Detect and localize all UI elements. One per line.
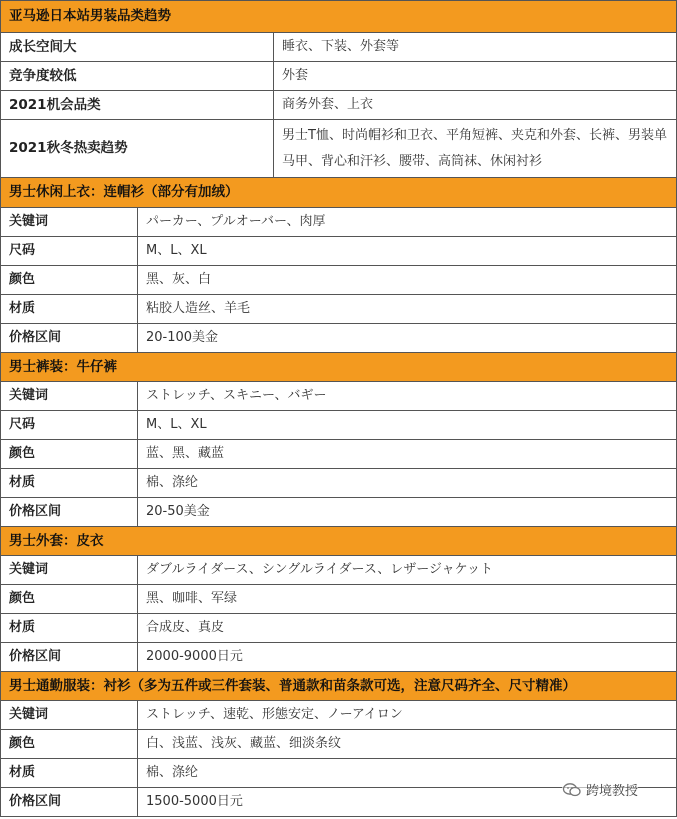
table-row	[1, 324, 677, 353]
table-row	[1, 498, 677, 527]
row-value: 粘胶人造丝、羊毛	[138, 295, 677, 324]
row-key: 颜色	[1, 585, 138, 614]
row-key: 材质	[1, 295, 138, 324]
overview-title: 亚马逊日本站男装品类趋势	[1, 1, 677, 33]
row-value: 合成皮、真皮	[138, 614, 677, 643]
table-row	[1, 730, 677, 759]
row-value: 男士T恤、时尚帽衫和卫衣、平角短裤、夹克和外套、长裤、男装单马甲、背心和汗衫、腰带、高筒袜、休闲衬衫	[274, 120, 677, 178]
row-key: 价格区间	[1, 643, 138, 672]
table-row	[1, 91, 677, 120]
watermark	[562, 780, 638, 799]
table-row	[1, 701, 677, 730]
row-value: 20-100美金	[138, 324, 677, 353]
row-key: 关键词	[1, 701, 138, 730]
section-header	[1, 353, 677, 382]
row-value: 商务外套、上衣	[274, 91, 677, 120]
overview-header	[1, 1, 677, 33]
row-value: ダブルライダース、シングルライダース、レザージャケット	[138, 556, 677, 585]
table-row	[1, 295, 677, 324]
row-key: 价格区间	[1, 498, 138, 527]
row-key: 竞争度较低	[1, 62, 274, 91]
row-value: M、L、XL	[138, 411, 677, 440]
row-key: 颜色	[1, 266, 138, 295]
overview-table	[0, 0, 677, 178]
section-header	[1, 178, 677, 208]
section-header	[1, 527, 677, 556]
row-key: 颜色	[1, 730, 138, 759]
row-value: 20-50美金	[138, 498, 677, 527]
category-table	[0, 177, 677, 817]
table-row	[1, 643, 677, 672]
table-row	[1, 120, 677, 178]
table-row	[1, 469, 677, 498]
section-title: 男士外套：皮衣	[1, 527, 677, 556]
row-key: 价格区间	[1, 324, 138, 353]
row-value: ストレッチ、速乾、形態安定、ノーアイロン	[138, 701, 677, 730]
row-value: 白、浅蓝、浅灰、藏蓝、细淡条纹	[138, 730, 677, 759]
row-key: 尺码	[1, 237, 138, 266]
row-value: 外套	[274, 62, 677, 91]
row-key: 尺码	[1, 411, 138, 440]
table-row	[1, 440, 677, 469]
row-value: M、L、XL	[138, 237, 677, 266]
section-title: 男士通勤服装：衬衫（多为五件或三件套装、普通款和苗条款可选，注意尺码齐全、尺寸精准）	[1, 672, 677, 701]
table-row	[1, 614, 677, 643]
row-value: 1500-5000日元	[138, 788, 677, 817]
row-key: 关键词	[1, 382, 138, 411]
row-value: 蓝、黑、藏蓝	[138, 440, 677, 469]
table-row	[1, 208, 677, 237]
table-row	[1, 382, 677, 411]
row-key: 材质	[1, 759, 138, 788]
section-title: 男士休闲上衣：连帽衫（部分有加绒）	[1, 178, 677, 208]
table-row	[1, 266, 677, 295]
table-row	[1, 237, 677, 266]
section-title: 男士裤装：牛仔裤	[1, 353, 677, 382]
row-key: 关键词	[1, 556, 138, 585]
row-key: 价格区间	[1, 788, 138, 817]
table-row	[1, 411, 677, 440]
row-value: ストレッチ、スキニー、バギー	[138, 382, 677, 411]
row-value: パーカー、プルオーバー、肉厚	[138, 208, 677, 237]
row-value: 棉、涤纶	[138, 759, 677, 788]
row-key: 成长空间大	[1, 33, 274, 62]
row-value: 棉、涤纶	[138, 469, 677, 498]
table-row	[1, 585, 677, 614]
table-row	[1, 62, 677, 91]
row-key: 材质	[1, 469, 138, 498]
table-row	[1, 556, 677, 585]
row-value: 2000-9000日元	[138, 643, 677, 672]
table-row	[1, 33, 677, 62]
row-value: 睡衣、下装、外套等	[274, 33, 677, 62]
row-value: 黑、灰、白	[138, 266, 677, 295]
row-value: 黑、咖啡、军绿	[138, 585, 677, 614]
watermark-text: 跨境教授	[586, 784, 639, 799]
row-key: 关键词	[1, 208, 138, 237]
row-key: 颜色	[1, 440, 138, 469]
row-key: 材质	[1, 614, 138, 643]
row-key: 2021秋冬热卖趋势	[1, 120, 274, 178]
section-header	[1, 672, 677, 701]
row-key: 2021机会品类	[1, 91, 274, 120]
wechat-icon	[562, 782, 582, 798]
